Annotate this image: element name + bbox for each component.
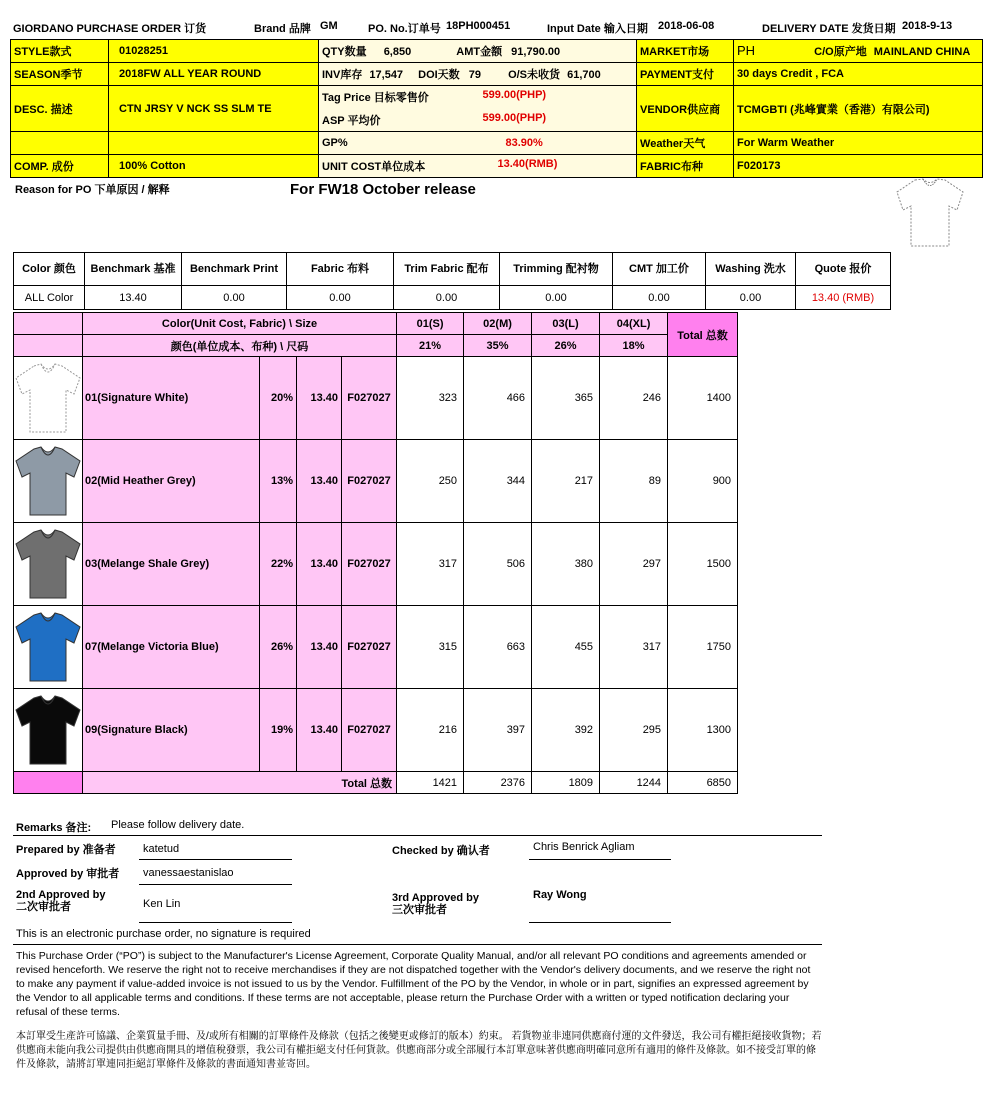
- color-total: 1750: [668, 606, 738, 689]
- color-swatch-cell: [14, 523, 83, 606]
- size-qty: 89: [600, 440, 668, 523]
- color-fabric: F027027: [342, 606, 397, 689]
- desc-value: CTN JRSY V NCK SS SLM TE: [109, 86, 319, 132]
- po-title: GIORDANO PURCHASE ORDER 订货: [13, 23, 207, 35]
- signature-line: [529, 859, 671, 860]
- color-total: 1300: [668, 689, 738, 772]
- input-date-value: 2018-06-08: [658, 20, 715, 32]
- benchmark-header: Benchmark Print: [182, 253, 287, 286]
- delivery-date-label: DELIVERY DATE 发货日期: [762, 23, 896, 35]
- tag-price-label: Tag Price 目标零售价: [322, 92, 429, 105]
- size-qty: 315: [397, 606, 464, 689]
- size-qty: 216: [397, 689, 464, 772]
- benchmark-value: 0.00: [500, 286, 613, 310]
- color-fabric: F027027: [342, 357, 397, 440]
- color-total: 1400: [668, 357, 738, 440]
- color-swatch-cell: [14, 440, 83, 523]
- blank-value: [109, 132, 319, 155]
- color-total: 1500: [668, 523, 738, 606]
- delivery-date-value: 2018-9-13: [902, 20, 953, 32]
- benchmark-value: 0.00: [287, 286, 394, 310]
- second-approved-value: Ken Lin: [143, 898, 181, 910]
- size-head-blank: [14, 313, 83, 335]
- po-number-label: PO. No.订单号: [368, 23, 441, 35]
- asp-value: 599.00(PHP): [482, 111, 547, 124]
- desc-label: DESC. 描述: [11, 86, 109, 132]
- color-swatch-cell: [14, 689, 83, 772]
- benchmark-header: Washing 洗水: [706, 253, 796, 286]
- checked-value: Chris Benrick Agliam: [533, 841, 635, 853]
- benchmark-header: Trim Fabric 配布: [394, 253, 500, 286]
- benchmark-value: 0.00: [706, 286, 796, 310]
- size-total: 1244: [600, 772, 668, 794]
- third-approved-label-en: 3rd Approved by: [392, 892, 479, 904]
- terms-chinese: 本訂單受生產許可協議、企業質量手冊、及/或所有相關的訂單條件及條款（包括之後變更或修訂的版本）約束。 若貨物並非連同供應商付運的文件發送，我公司有權拒絕接收貨物；若供應商未能向我公司提供由供應商開具的增值稅發票，我公司有權拒絕支付任何貨款。供應商部分或全部履行本訂單意味著供應商明確同意所有適用的條件及條款。如不接受訂單的條件及條款，請將訂單連同拒絕訂單條件及條款的書面通知書並寄回。: [16, 1031, 822, 1070]
- remarks-label: Remarks 备注:: [16, 822, 92, 834]
- inv-value: 17,547: [369, 69, 404, 81]
- tag-price-cell: [319, 86, 637, 109]
- benchmark-header: Color 颜色: [14, 253, 85, 286]
- third-approved-value: Ray Wong: [533, 889, 587, 901]
- size-qty: 295: [600, 689, 668, 772]
- color-pct: 13%: [260, 440, 297, 523]
- total-row-blank: [14, 772, 83, 794]
- color-row: [14, 357, 738, 440]
- size-pct: 18%: [600, 335, 668, 357]
- terms-english: This Purchase Order (“PO”) is subject to the Manufacturer's License Agreement, Corporate Quality Manual, and/or all relevant PO conditions and agreements amended or revised henceforth. We reserve the right not to receive merchandises if they are not dispatched together with the Vendor's delivery documents, and we reserve the right not to make any payment if value-added invoice is not issued to us by the Vendor. Fulfillment of the PO by the Vendor, in whole or in part, signifies an expressed agreement by the Vendor to all applicable terms and conditions. If these terms are not acceptable, please return the Purchase Order with a written or typed notification declaring your refusal of these terms.: [16, 950, 811, 1018]
- amt-value: 91,790.00: [511, 46, 561, 58]
- benchmark-value: 13.40: [85, 286, 182, 310]
- unit-cost-label: UNIT COST单位成本: [322, 161, 426, 173]
- electronic-note: This is an electronic purchase order, no signature is required: [16, 928, 311, 940]
- tag-price-value: 599.00(PHP): [482, 89, 547, 102]
- benchmark-value: 0.00: [394, 286, 500, 310]
- doi-value: 79: [468, 69, 481, 81]
- benchmark-table: [13, 252, 891, 310]
- doi-label: DOI天数: [418, 69, 460, 81]
- comp-label: COMP. 成份: [11, 155, 109, 178]
- color-cost: 13.40: [297, 523, 342, 606]
- size-qty: 392: [532, 689, 600, 772]
- size-name: 04(XL): [600, 313, 668, 335]
- size-qty: 344: [464, 440, 532, 523]
- size-qty: 380: [532, 523, 600, 606]
- color-pct: 26%: [260, 606, 297, 689]
- color-pct: 22%: [260, 523, 297, 606]
- size-qty: 297: [600, 523, 668, 606]
- tshirt-icon: [14, 694, 82, 766]
- size-qty: 317: [397, 523, 464, 606]
- signature-line: [139, 922, 292, 923]
- benchmark-header: Fabric 布料: [287, 253, 394, 286]
- market-origin-cell: [734, 40, 983, 63]
- color-name: 03(Melange Shale Grey): [83, 523, 260, 606]
- reason-value: For FW18 October release: [290, 181, 476, 198]
- benchmark-header: CMT 加工价: [613, 253, 706, 286]
- size-qty: 323: [397, 357, 464, 440]
- payment-value: 30 days Credit , FCA: [734, 63, 983, 86]
- inv-doi-os-cell: [319, 63, 637, 86]
- size-qty: 455: [532, 606, 600, 689]
- color-swatch-cell: [14, 606, 83, 689]
- second-approved-label-cn: 二次审批者: [16, 901, 71, 913]
- amt-label: AMT金额: [456, 46, 503, 58]
- total-row-label: Total 总数: [83, 772, 397, 794]
- brand-value: GM: [320, 20, 338, 32]
- gp-label: GP%: [322, 137, 348, 149]
- color-total: 900: [668, 440, 738, 523]
- reason-label: Reason for PO 下单原因 / 解释: [15, 184, 170, 196]
- unit-cost-cell: [319, 155, 637, 178]
- vendor-value: TCMGBTI (兆峰實業（香港）有限公司): [734, 86, 983, 132]
- market-value: PH: [737, 43, 756, 58]
- size-header-cn: 颜色(单位成本、布种) \ 尺码: [83, 335, 397, 357]
- size-total: 1809: [532, 772, 600, 794]
- gp-value: 83.90%: [505, 137, 543, 149]
- color-row: [14, 606, 738, 689]
- benchmark-header: Trimming 配衬物: [500, 253, 613, 286]
- season-value: 2018FW ALL YEAR ROUND: [109, 63, 319, 86]
- color-row: [14, 689, 738, 772]
- second-approved-label-en: 2nd Approved by: [16, 889, 106, 901]
- os-value: 61,700: [567, 69, 601, 81]
- tshirt-icon: [14, 445, 82, 517]
- approved-label: Approved by 审批者: [16, 868, 120, 880]
- size-name: 01(S): [397, 313, 464, 335]
- po-info-grid: [10, 39, 983, 178]
- size-breakdown-table: [13, 312, 738, 794]
- size-pct: 26%: [532, 335, 600, 357]
- os-label: O/S未收货: [508, 69, 561, 81]
- weather-value: For Warm Weather: [734, 132, 983, 155]
- size-qty: 217: [532, 440, 600, 523]
- size-head-blank: [14, 335, 83, 357]
- prepared-label: Prepared by 准备者: [16, 844, 116, 856]
- benchmark-value: ALL Color: [14, 286, 85, 310]
- color-name: 02(Mid Heather Grey): [83, 440, 260, 523]
- input-date-label: Input Date 输入日期: [547, 23, 648, 35]
- color-fabric: F027027: [342, 440, 397, 523]
- size-total: 2376: [464, 772, 532, 794]
- season-label: SEASON季节: [11, 63, 109, 86]
- size-name: 03(L): [532, 313, 600, 335]
- second-approved-label: [16, 889, 105, 913]
- size-pct: 21%: [397, 335, 464, 357]
- size-qty: 317: [600, 606, 668, 689]
- size-qty: 397: [464, 689, 532, 772]
- qty-amt-cell: [319, 40, 637, 63]
- color-pct: 20%: [260, 357, 297, 440]
- weather-label: Weather天气: [637, 132, 734, 155]
- size-qty: 506: [464, 523, 532, 606]
- unit-cost-value: 13.40(RMB): [497, 158, 558, 170]
- divider: [13, 835, 822, 836]
- color-name: 09(Signature Black): [83, 689, 260, 772]
- color-row: [14, 440, 738, 523]
- qty-label: QTY数量: [322, 46, 367, 58]
- color-fabric: F027027: [342, 689, 397, 772]
- brand-label: Brand 品牌: [254, 23, 311, 35]
- style-value: 01028251: [109, 40, 319, 63]
- tshirt-icon: [14, 362, 82, 434]
- third-approved-label: [392, 892, 479, 916]
- color-swatch-cell: [14, 357, 83, 440]
- tshirt-icon: [14, 611, 82, 683]
- tshirt-outline-icon: [893, 176, 967, 248]
- size-qty: 365: [532, 357, 600, 440]
- signature-line: [139, 884, 292, 885]
- remarks-value: Please follow delivery date.: [111, 819, 245, 831]
- vendor-label: VENDOR供应商: [637, 86, 734, 132]
- color-fabric: F027027: [342, 523, 397, 606]
- size-qty: 246: [600, 357, 668, 440]
- size-qty: 250: [397, 440, 464, 523]
- third-approved-label-cn: 三次审批者: [392, 904, 447, 916]
- size-total: 1421: [397, 772, 464, 794]
- color-cost: 13.40: [297, 440, 342, 523]
- divider: [13, 944, 822, 945]
- benchmark-header: Benchmark 基准: [85, 253, 182, 286]
- size-pct: 35%: [464, 335, 532, 357]
- size-name: 02(M): [464, 313, 532, 335]
- prepared-value: katetud: [143, 843, 180, 855]
- asp-label: ASP 平均价: [322, 114, 381, 127]
- style-label: STYLE款式: [11, 40, 109, 63]
- color-pct: 19%: [260, 689, 297, 772]
- signature-line: [139, 859, 292, 860]
- color-row: [14, 523, 738, 606]
- tshirt-icon: [14, 528, 82, 600]
- size-header-en: Color(Unit Cost, Fabric) \ Size: [83, 313, 397, 335]
- fabric-label: FABRIC布种: [637, 155, 734, 178]
- benchmark-value: 0.00: [613, 286, 706, 310]
- color-cost: 13.40: [297, 606, 342, 689]
- blank-label: [11, 132, 109, 155]
- color-name: 01(Signature White): [83, 357, 260, 440]
- comp-value: 100% Cotton: [109, 155, 319, 178]
- benchmark-value: 0.00: [182, 286, 287, 310]
- origin-label: C/O原产地: [814, 46, 867, 58]
- size-qty: 663: [464, 606, 532, 689]
- grand-total: 6850: [668, 772, 738, 794]
- signature-line: [529, 922, 671, 923]
- total-header: Total 总数: [668, 313, 738, 357]
- po-number-value: 18PH000451: [446, 20, 511, 32]
- market-label: MARKET市场: [637, 40, 734, 63]
- color-cost: 13.40: [297, 357, 342, 440]
- color-name: 07(Melange Victoria Blue): [83, 606, 260, 689]
- approved-value: vanessaestanislao: [143, 867, 234, 879]
- asp-cell: [319, 109, 637, 132]
- qty-value: 6,850: [383, 46, 412, 58]
- benchmark-value: 13.40 (RMB): [796, 286, 891, 310]
- origin-value: MAINLAND CHINA: [873, 46, 971, 58]
- inv-label: INV库存: [322, 69, 363, 81]
- benchmark-header: Quote 报价: [796, 253, 891, 286]
- fabric-value: F020173: [734, 155, 983, 178]
- gp-cell: [319, 132, 637, 155]
- size-qty: 466: [464, 357, 532, 440]
- payment-label: PAYMENT支付: [637, 63, 734, 86]
- color-cost: 13.40: [297, 689, 342, 772]
- checked-label: Checked by 确认者: [392, 845, 490, 857]
